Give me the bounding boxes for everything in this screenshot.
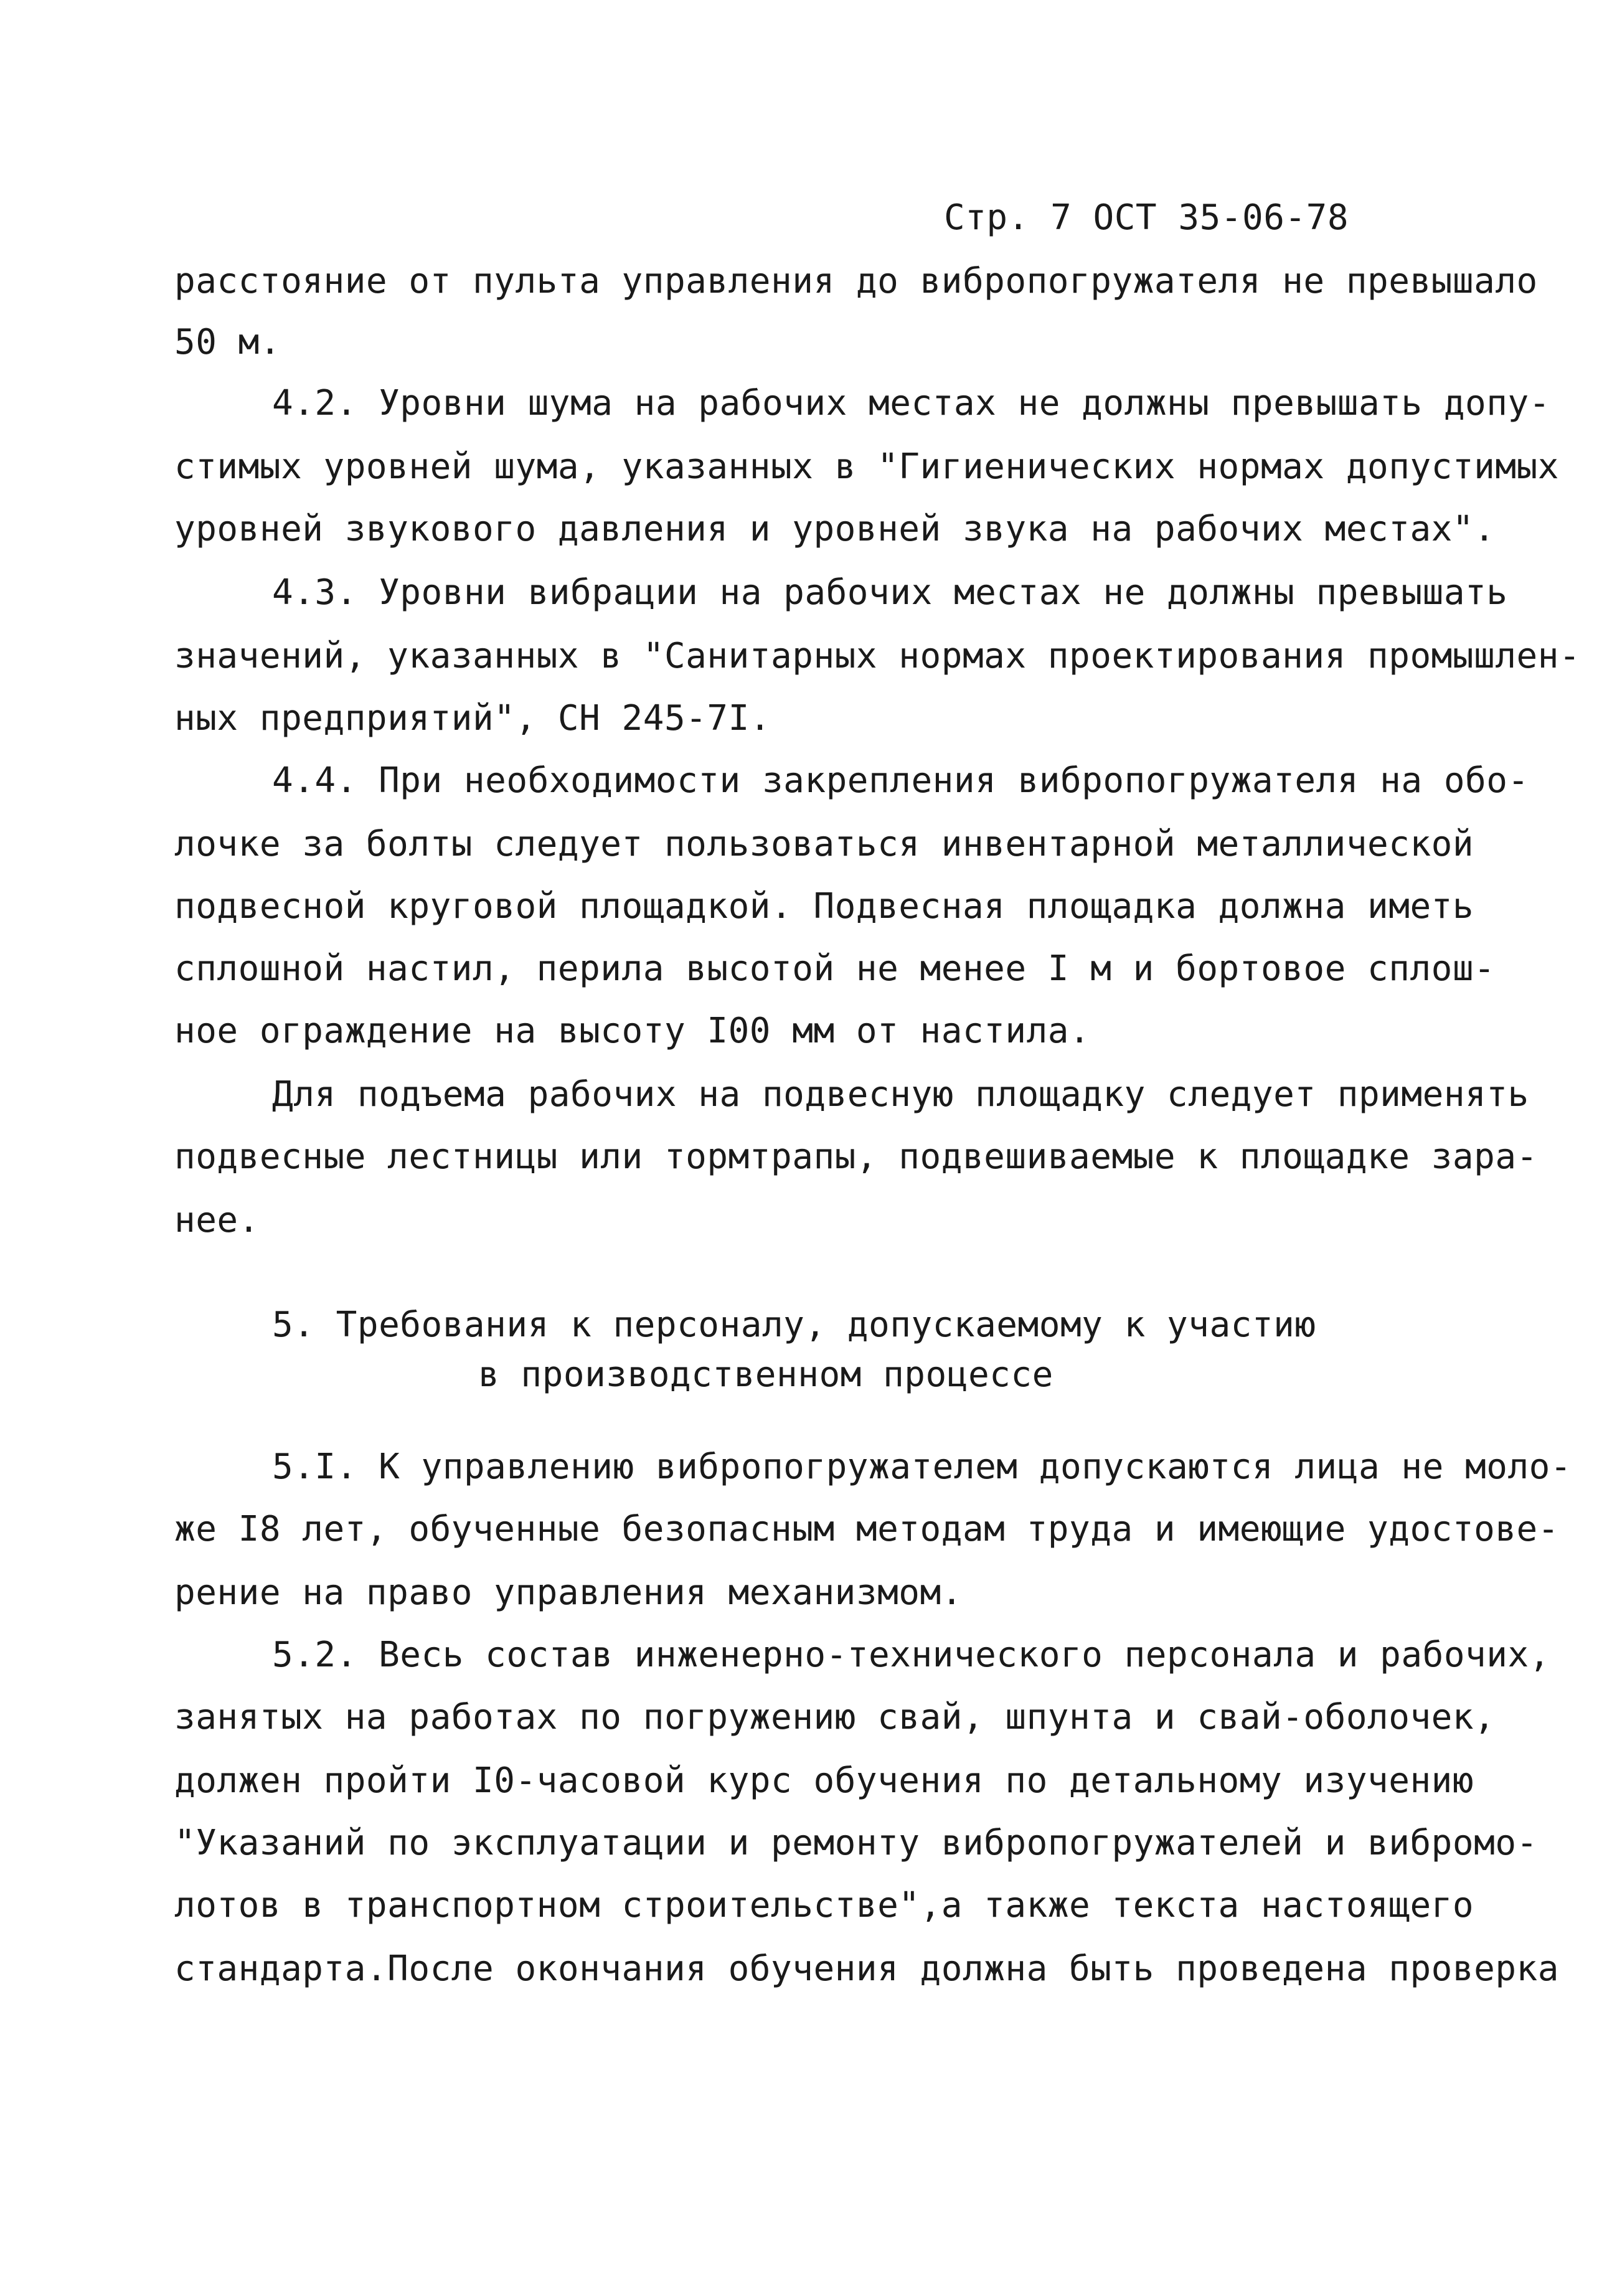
text-line: занятых на работах по погружению свай, шпунта и свай-оболочек, — [174, 1697, 1496, 1737]
text-line: стандарта.После окончания обучения должна быть проведена проверка — [174, 1949, 1559, 1989]
page-header: Стр. 7 ОСТ 35-06-78 — [944, 197, 1349, 238]
text-line: сплошной настил, перила высотой не менее I м и бортовое сплош- — [174, 948, 1496, 989]
section-heading: в производственном процессе — [478, 1354, 1053, 1395]
text-line: Для подъема рабочих на подвесную площадку следует применять — [272, 1074, 1529, 1115]
text-line: лочке за болты следует пользоваться инвентарной металлической — [174, 824, 1474, 864]
text-line: стимых уровней шума, указанных в "Гигиенических нормах допустимых — [174, 446, 1559, 487]
text-line: 50 м. — [174, 322, 281, 362]
text-line: 4.3. Уровни вибрации на рабочих местах не должны превышать — [272, 572, 1508, 613]
text-line: рение на право управления механизмом. — [174, 1572, 963, 1613]
text-line: значений, указанных в "Санитарных нормах проектирования промышлен- — [174, 636, 1581, 676]
text-line: ных предприятий", СН 245-7I. — [174, 698, 771, 739]
text-line: 4.4. При необходимости закрепления вибропогружателя на обо- — [272, 760, 1529, 801]
text-line: должен пройти I0-часовой курс обучения по детальному изучению — [174, 1760, 1474, 1801]
section-heading: 5. Требования к персоналу, допускаемому к участию — [272, 1305, 1316, 1345]
text-line: лотов в транспортном строительстве",а также текста настоящего — [174, 1885, 1474, 1925]
text-line: подвесные лестницы или тормтрапы, подвешиваемые к площадке зара- — [174, 1136, 1538, 1177]
text-line: подвесной круговой площадкой. Подвесная площадка должна иметь — [174, 886, 1474, 927]
text-line: расстояние от пульта управления до вибропогружателя не превышало — [174, 261, 1538, 301]
text-line: ное ограждение на высоту I00 мм от настила. — [174, 1011, 1091, 1051]
text-line: 5.2. Весь состав инженерно-технического персонала и рабочих, — [272, 1635, 1550, 1675]
text-line: "Указаний по эксплуатации и ремонту вибропогружателей и вибромо- — [174, 1823, 1538, 1863]
text-line: 5.I. К управлению вибропогружателем допускаются лица не моло- — [272, 1447, 1572, 1487]
text-line: нее. — [174, 1200, 260, 1240]
text-line: 4.2. Уровни шума на рабочих местах не должны превышать допу- — [272, 383, 1550, 423]
text-line: уровней звукового давления и уровней звука на рабочих местах". — [174, 509, 1496, 549]
text-line: же I8 лет, обученные безопасным методам труда и имеющие удостове- — [174, 1509, 1559, 1549]
